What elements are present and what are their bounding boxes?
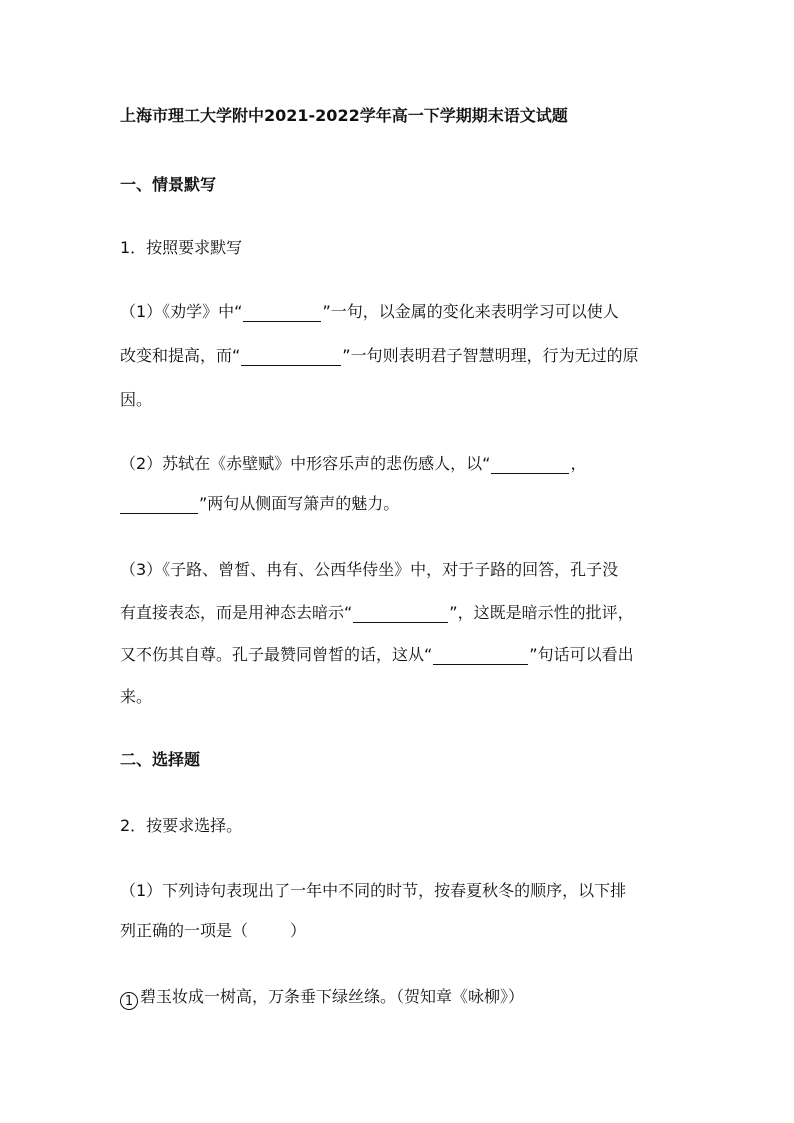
q1-part3-line4: 来。 — [120, 687, 153, 706]
q1-part3-text-d: ”句话可以看出 — [529, 645, 634, 664]
page-title: 上海市理工大学附中2021-2022学年高一下学期期末语文试题 — [120, 106, 568, 125]
q2-part1-text-b: ） — [290, 921, 307, 940]
section-heading-2: 二、选择题 — [120, 750, 201, 769]
q1-part3-text-c: 又不伤其自尊。孔子最赞同曾皙的话，这从“ — [120, 645, 433, 664]
q1-part2-line1 — [120, 454, 587, 474]
q1-part3-text-b: ”，这既是暗示性的批评， — [449, 603, 634, 622]
q1-part1-line3: 因。 — [120, 390, 153, 409]
question-2-label: 2．按要求选择。 — [120, 816, 243, 835]
q1-part3-line2 — [120, 603, 634, 623]
q2-option-1-text: 碧玉妆成一树高，万条垂下绿丝绦。（贺知章《咏柳》） — [140, 987, 525, 1006]
answer-blank[interactable] — [241, 348, 341, 366]
answer-blank[interactable] — [120, 496, 198, 514]
q1-part1-line2 — [120, 346, 639, 366]
q1-part3-text-a: 有直接表态，而是用神态去暗示“ — [120, 603, 353, 622]
section-heading-1: 一、情景默写 — [120, 175, 217, 194]
answer-blank[interactable] — [491, 456, 569, 474]
answer-blank[interactable] — [353, 605, 448, 623]
q1-part1-text-d: ”一句则表明君子智慧明理，行为无过的原 — [342, 346, 639, 365]
q1-part1-text-c: 改变和提高，而“ — [120, 346, 241, 365]
circled-number-1: 1 — [120, 992, 138, 1010]
question-1-label: 1．按照要求默写 — [120, 238, 243, 257]
q1-part2-text-c: ”两句从侧面写箫声的魅力。 — [199, 494, 400, 513]
q2-part1-text-a: 列正确的一项是（ — [120, 921, 249, 940]
q2-option-1 — [120, 987, 524, 1010]
q1-part1-text-b: ”一句，以金属的变化来表明学习可以使人 — [322, 302, 619, 321]
q1-part3-line3 — [120, 645, 634, 665]
q1-part2-text-a: （2）苏轼在《赤壁赋》中形容乐声的悲伤感人，以“ — [120, 454, 491, 473]
q1-part1-text-a: （1）《劝学》中“ — [120, 302, 243, 321]
q2-part1-line2 — [120, 921, 306, 941]
answer-blank[interactable] — [433, 647, 528, 665]
q1-part2-line2 — [120, 494, 399, 514]
q1-part3-line1: （3）《子路、曾皙、冉有、公西华侍坐》中，对于子路的回答，孔子没 — [120, 560, 619, 579]
q2-part1-line1: （1）下列诗句表现出了一年中不同的时节，按春夏秋冬的顺序，以下排 — [120, 881, 627, 900]
answer-blank[interactable] — [243, 304, 321, 322]
q1-part2-text-b: ， — [570, 454, 587, 473]
q1-part1-line1 — [120, 302, 619, 322]
